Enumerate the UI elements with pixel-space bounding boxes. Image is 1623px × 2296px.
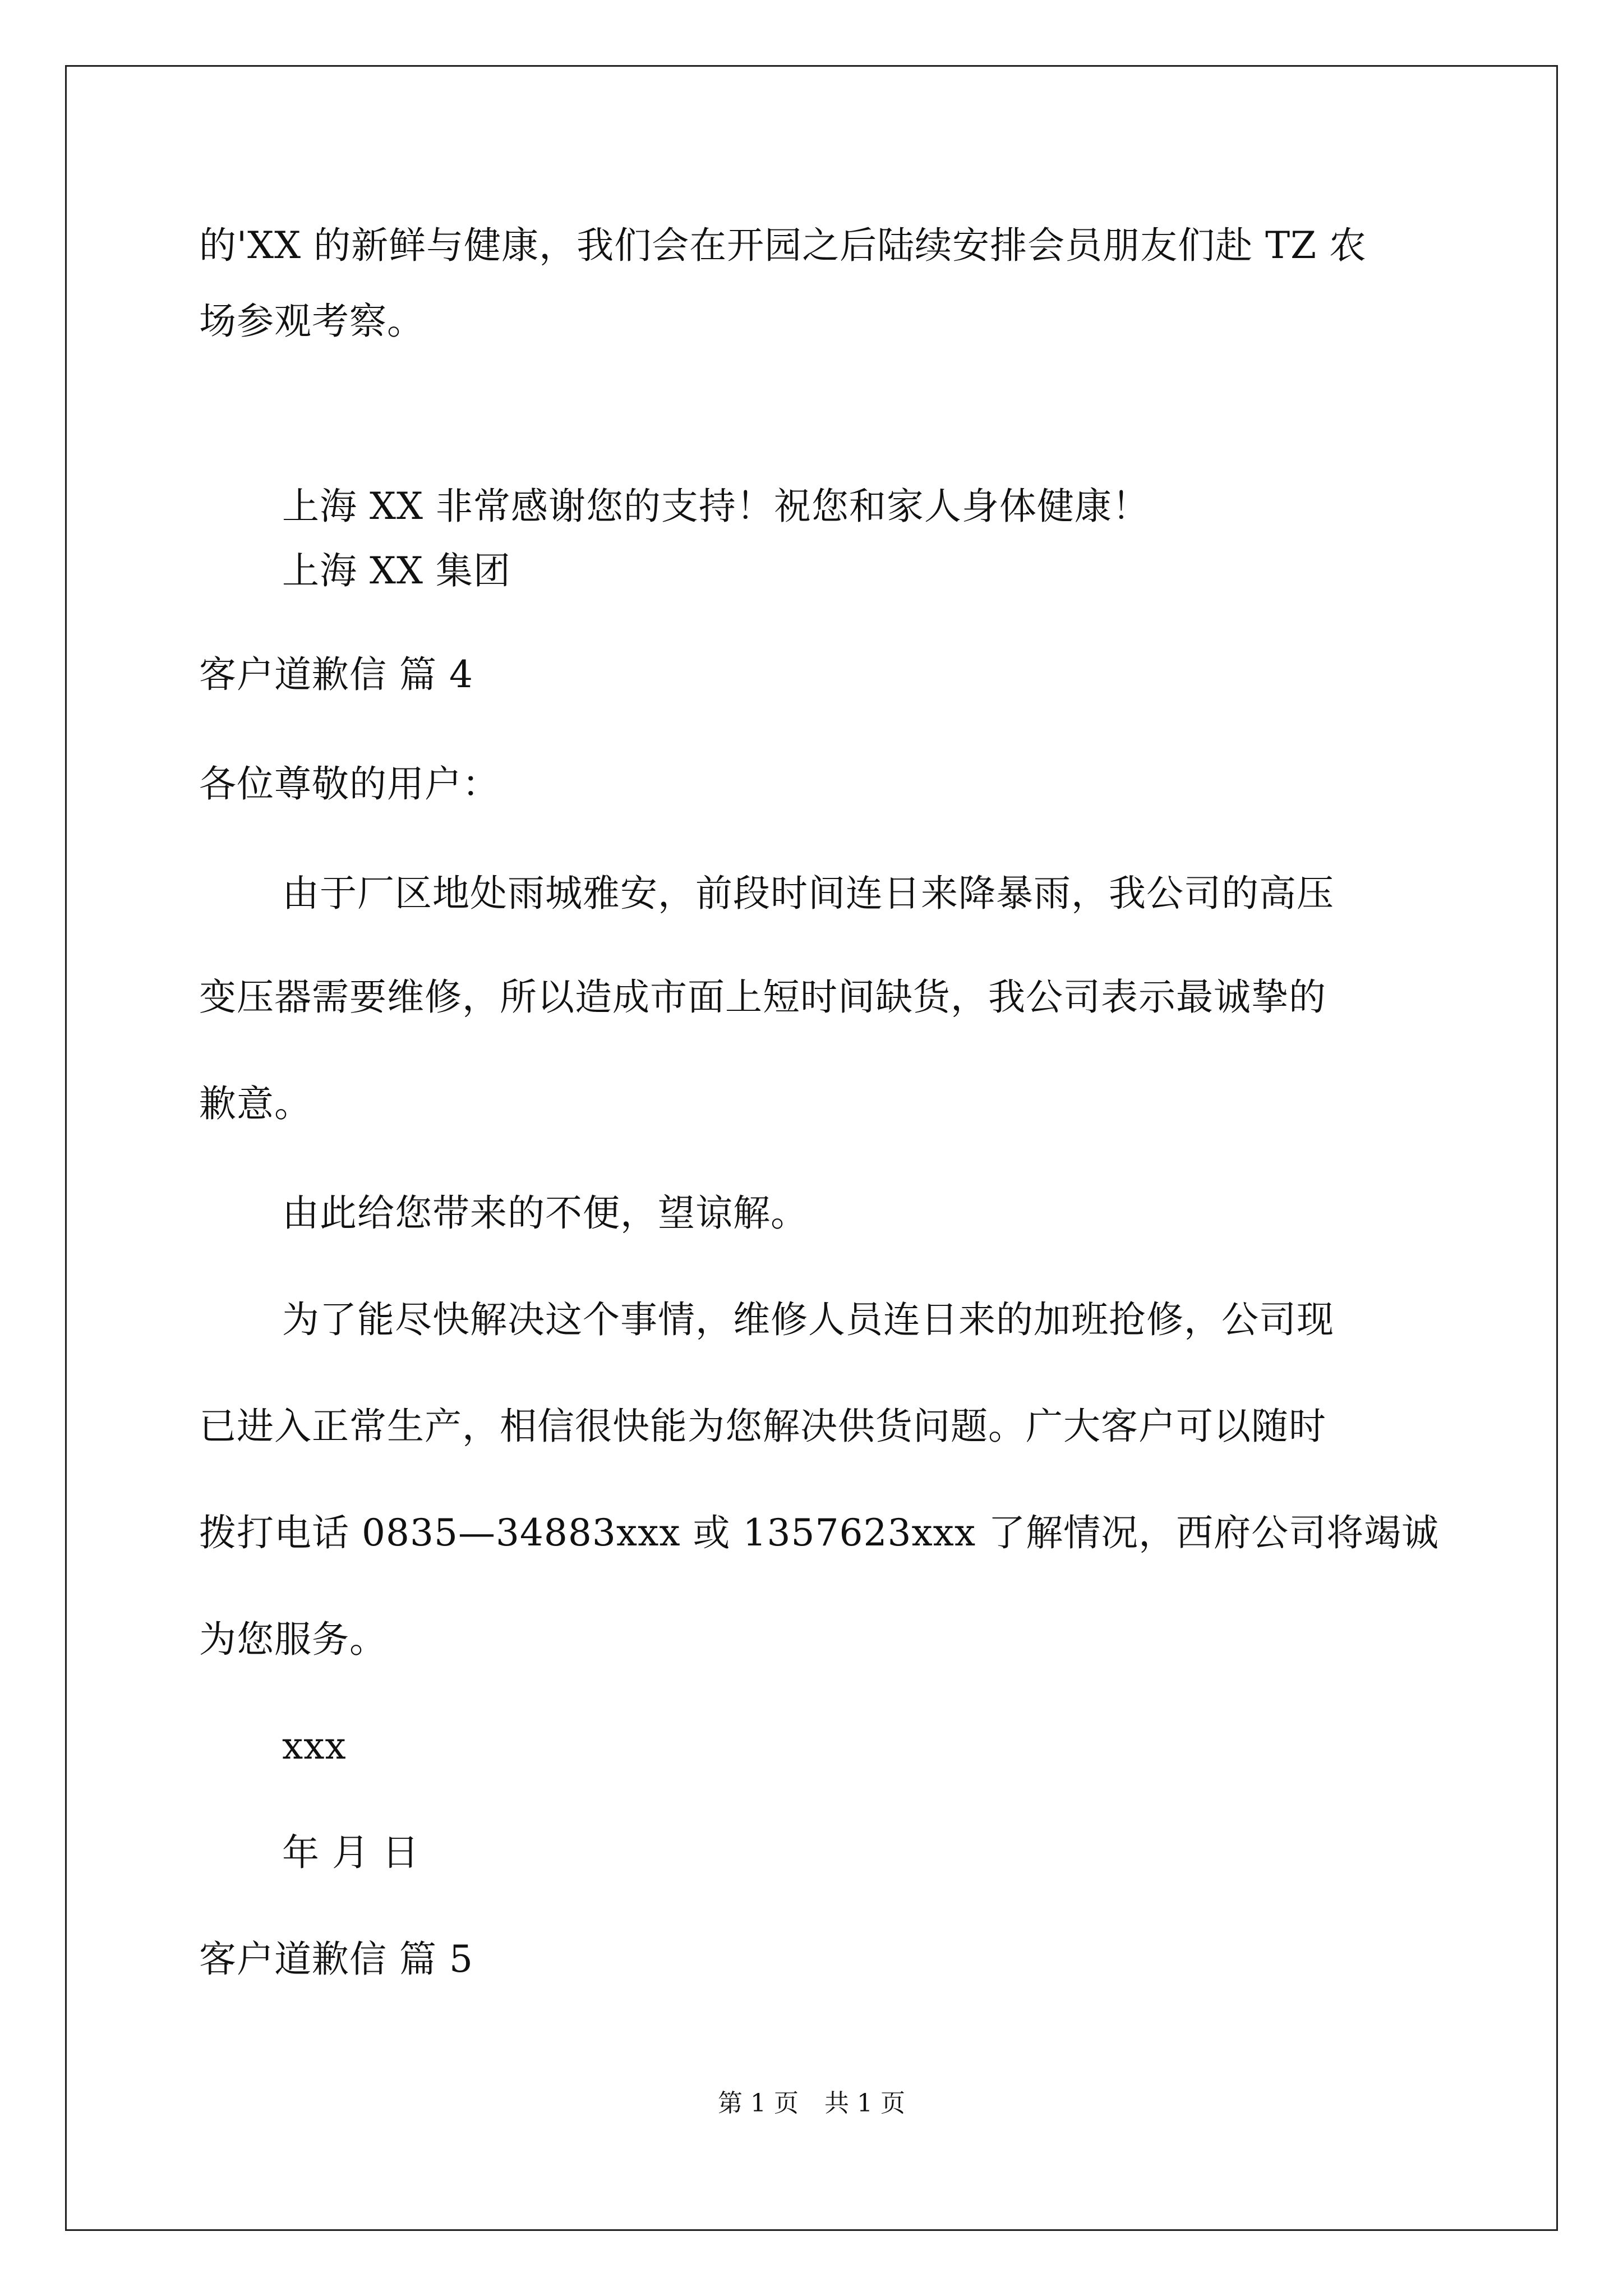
paragraph-line: 为您服务。 [199, 1618, 387, 1661]
paragraph-line: 已进入正常生产，相信很快能为您解决供货问题。广大客户可以随时 [199, 1405, 1326, 1448]
date-line: 年 月 日 [282, 1831, 419, 1874]
paragraph-line: 上海 XX 非常感谢您的支持！祝您和家人身体健康！ [282, 485, 1150, 528]
paragraph-line: 变压器需要维修，所以造成市面上短时间缺货，我公司表示最诚挚的 [199, 976, 1326, 1019]
paragraph-line: 歉意。 [199, 1082, 312, 1125]
paragraph-line: 由此给您带来的不便，望谅解。 [282, 1191, 808, 1235]
signature-line: xxx [282, 1724, 347, 1768]
signature-line: 上海 XX 集团 [282, 549, 511, 592]
page-footer [0, 2091, 1623, 2116]
page-number: 第 1 页 [718, 2089, 799, 2118]
section-heading: 客户道歉信 篇 5 [199, 1938, 473, 1981]
paragraph-line: 的'XX 的新鲜与健康，我们会在开园之后陆续安排会员朋友们赴 TZ 农 [199, 224, 1367, 267]
page-border [65, 65, 1558, 2231]
paragraph-line: 由于厂区地处雨城雅安，前段时间连日来降暴雨，我公司的高压 [282, 872, 1334, 915]
paragraph-line: 拨打电话 0835—34883xxx 或 1357623xxx 了解情况，西府公司将竭诚 [199, 1511, 1440, 1554]
page-total: 共 1 页 [824, 2089, 905, 2118]
salutation: 各位尊敬的用户： [199, 762, 500, 806]
paragraph-line: 场参观考察。 [199, 300, 425, 343]
section-heading: 客户道歉信 篇 4 [199, 653, 473, 696]
paragraph-line: 为了能尽快解决这个事情，维修人员连日来的加班抢修，公司现 [282, 1298, 1334, 1341]
